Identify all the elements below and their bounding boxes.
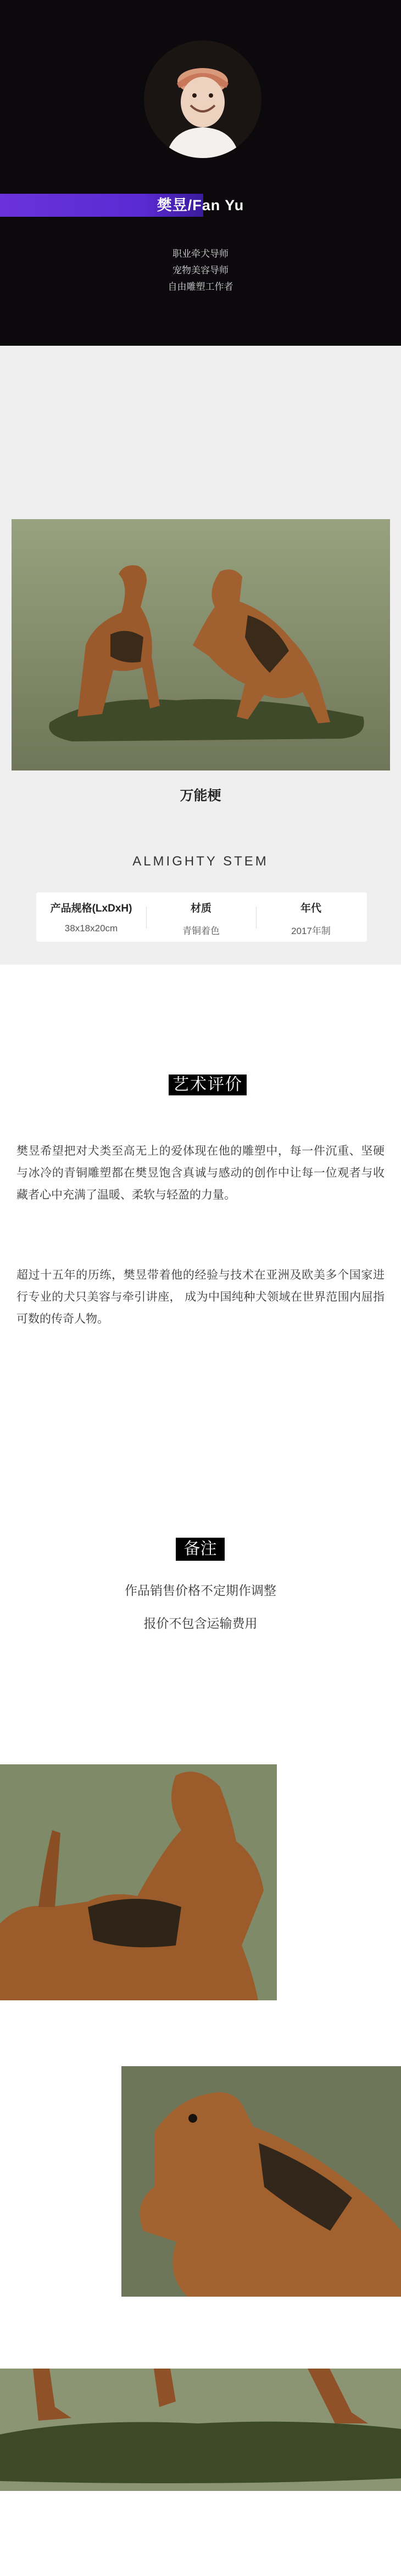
spec-value: 38x18x20cm xyxy=(64,923,118,933)
spec-card xyxy=(36,892,367,942)
product-title: 万能梗 xyxy=(180,788,221,803)
art-review-heading: 艺术评价 xyxy=(169,1075,247,1095)
spec-value: 2017年制 xyxy=(291,926,331,936)
detail-photo-base xyxy=(0,2369,401,2491)
designer-role: 职业牵犬导师 xyxy=(172,249,229,259)
designer-avatar xyxy=(144,41,261,158)
spec-dimensions xyxy=(36,892,146,942)
review-paragraph: 樊昱希望把对犬类至高无上的爱体现在他的雕塑中，每一件沉重、坚硬与冰冷的青铜雕塑都在樊昱饱含真诚与感动的创作中让每一位观者与收藏者心中充满了温暖、柔软与轻盈的力量。 xyxy=(16,1145,385,1201)
detail-photo-right-dog xyxy=(121,2066,401,2297)
spec-value: 青铜着色 xyxy=(182,926,220,936)
note-item: 报价不包含运输费用 xyxy=(143,1616,258,1630)
designer-name: 樊昱/Fan Yu xyxy=(157,197,244,213)
designer-role: 宠物美容导师 xyxy=(172,265,229,275)
detail-photo-left-dog xyxy=(0,1764,277,2000)
product-subtitle: ALMIGHTY STEM xyxy=(132,854,269,869)
note-item: 作品销售价格不定期作调整 xyxy=(125,1583,276,1598)
sculpture-photo xyxy=(12,519,390,770)
spec-label: 产品规格(LxDxH) xyxy=(50,903,132,914)
spec-material xyxy=(146,892,256,942)
notes-heading: 备注 xyxy=(176,1538,225,1561)
spec-label: 年代 xyxy=(300,903,321,914)
spec-year xyxy=(256,892,366,942)
spec-label: 材质 xyxy=(190,903,211,914)
review-paragraph: 超过十五年的历练，樊昱带着他的经验与技术在亚洲及欧美多个国家进行专业的犬只美容与牵引讲座， 成为中国纯种犬领域在世界范围内屈指可数的传奇人物。 xyxy=(16,1269,385,1325)
designer-role: 自由雕塑工作者 xyxy=(168,282,233,292)
